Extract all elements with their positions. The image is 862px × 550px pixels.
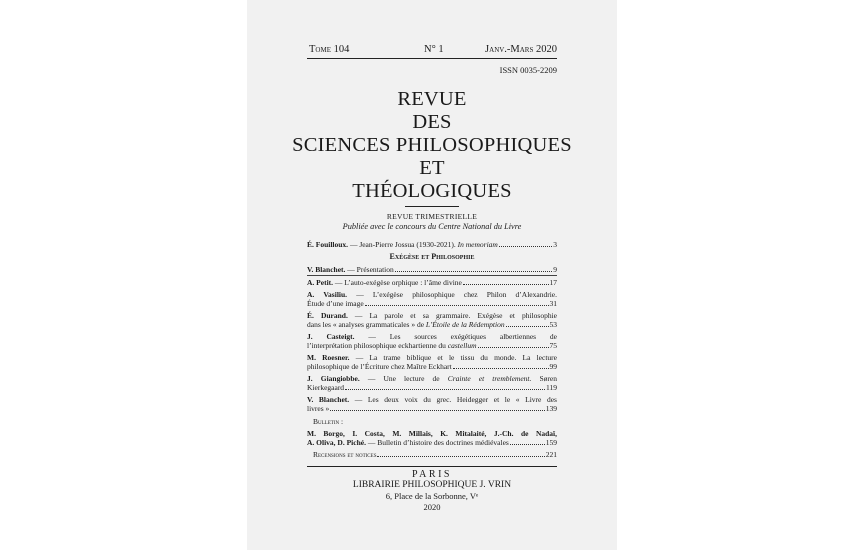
toc-author: J. Giangiobbe. <box>307 373 360 383</box>
bulletin-label: Bulletin : <box>313 417 344 427</box>
dot-leader <box>395 271 553 272</box>
dot-leader <box>345 389 545 390</box>
toc-title-italic: Crainte et tremblement. <box>447 373 532 383</box>
recensions-label: Recensions et notices <box>313 450 377 460</box>
toc-title-cont: philosophique de l’Écriture chez Maître Eckhart <box>307 362 452 372</box>
toc-page: 159 <box>545 438 557 448</box>
toc-author: A. Vasiliu. <box>307 290 348 300</box>
publisher-city: PARIS <box>412 469 452 480</box>
toc-author: É. Durand. <box>307 310 348 320</box>
publication-year: 2020 <box>423 502 441 512</box>
toc-page: 139 <box>545 403 557 413</box>
toc-page: 3 <box>553 240 557 249</box>
journal-title-line-5: THÉOLOGIQUES <box>352 180 512 202</box>
toc-title: — L’auto-exégèse orphique : l’âme divine <box>333 278 462 288</box>
periodicity: REVUE TRIMESTRIELLE <box>386 212 478 221</box>
dot-leader <box>377 456 544 457</box>
toc-title: — Une lecture de <box>359 373 448 383</box>
toc-entry <box>307 429 557 448</box>
dot-leader <box>463 284 549 285</box>
toc-title: — La trame biblique et le tissu du monde. La lecture <box>349 352 557 362</box>
toc-page: 99 <box>549 362 557 372</box>
journal-cover <box>247 0 617 550</box>
journal-title-line-1: REVUE <box>397 88 467 110</box>
toc-page: 221 <box>545 450 557 460</box>
toc-title-tail: Søren <box>531 373 557 383</box>
toc-entry <box>307 240 557 249</box>
toc-title: — Les deux voix du grec. Heidegger et le « Livre des <box>349 394 557 404</box>
toc-entry <box>307 374 557 393</box>
toc-entry <box>307 332 557 351</box>
toc-title: — Jean-Pierre Jossua (1930-2021). <box>348 240 458 249</box>
toc-entry <box>307 290 557 309</box>
toc-title-cont: l’interprétation philosophique eckhartienne du <box>307 341 448 351</box>
journal-title-line-2: DES <box>412 111 452 133</box>
bulletin-authors: M. Borgo, I. Costa, M. Millais, K. Mitalaité, J.-Ch. de Nadaï, <box>307 428 557 438</box>
header-rule <box>307 58 557 59</box>
bulletin-title: — Bulletin d’histoire des doctrines médiévales <box>365 438 509 448</box>
toc-entry <box>307 395 557 414</box>
dot-leader <box>478 347 549 348</box>
toc-title: — Les sources exégétiques albertiennes de <box>354 331 557 341</box>
entry-rule <box>307 275 557 276</box>
dot-leader <box>499 246 552 247</box>
toc-title-italic: castellum <box>447 341 477 351</box>
toc-title-cont: livres » <box>307 403 330 413</box>
toc-page: 17 <box>549 278 557 288</box>
toc-title-cont: Étude d’une image <box>307 299 364 309</box>
toc-page: 75 <box>549 341 557 351</box>
toc-entry <box>307 311 557 330</box>
journal-title-line-3: SCIENCES PHILOSOPHIQUES <box>292 134 572 156</box>
issue-number: N° 1 <box>424 44 444 55</box>
dot-leader <box>453 368 549 369</box>
title-rule <box>405 206 459 207</box>
toc-page: 53 <box>549 320 557 330</box>
toc-author: V. Blanchet. <box>307 264 346 274</box>
toc-author: V. Blanchet. <box>307 394 350 404</box>
journal-title-line-4: ET <box>419 157 445 179</box>
toc-author: É. Fouilloux. <box>307 240 349 249</box>
issn: ISSN 0035-2209 <box>499 65 557 75</box>
table-of-contents <box>307 240 557 462</box>
toc-entry <box>307 450 557 459</box>
publisher-address: 6, Place de la Sorbonne, Vᵉ <box>385 491 479 501</box>
toc-page: 9 <box>553 264 557 274</box>
toc-title: — La parole et sa grammaire. Exégèse et philosophie <box>347 310 557 320</box>
toc-entry <box>307 353 557 372</box>
toc-title: — Présentation <box>345 264 394 274</box>
toc-author: M. Roesner. <box>307 352 350 362</box>
toc-title-cont: dans les « analyses grammaticales » de <box>307 320 426 330</box>
toc-entry <box>307 265 557 274</box>
section-title: Exégèse et Philosophie <box>389 251 475 261</box>
toc-author: J. Casteigt. <box>307 331 355 341</box>
support-notice: Publiée avec le concours du Centre National du Livre <box>342 222 522 231</box>
toc-title-italic: L’Étoile de la Rédemption <box>425 320 505 330</box>
toc-page: 119 <box>546 382 557 392</box>
dot-leader <box>365 305 549 306</box>
footer-rule <box>307 466 557 467</box>
dot-leader <box>510 444 545 445</box>
toc-author: A. Petit. <box>307 278 334 288</box>
toc-title: — L’exégèse philosophique chez Philon d’Alexandrie. <box>347 290 557 300</box>
bulletin-authors-cont: A. Oliva, D. Piché. <box>307 438 366 448</box>
dot-leader <box>506 326 549 327</box>
toc-page: 31 <box>549 299 557 309</box>
toc-title-cont: Kierkegaard <box>307 382 345 392</box>
toc-entry <box>307 278 557 287</box>
dot-leader <box>330 410 544 411</box>
toc-title-italic: In memoriam <box>457 240 498 249</box>
volume-number: Tome 104 <box>309 44 350 55</box>
issue-date: Janv.-Mars 2020 <box>485 44 557 55</box>
publisher-name: LIBRAIRIE PHILOSOPHIQUE J. VRIN <box>352 480 512 490</box>
